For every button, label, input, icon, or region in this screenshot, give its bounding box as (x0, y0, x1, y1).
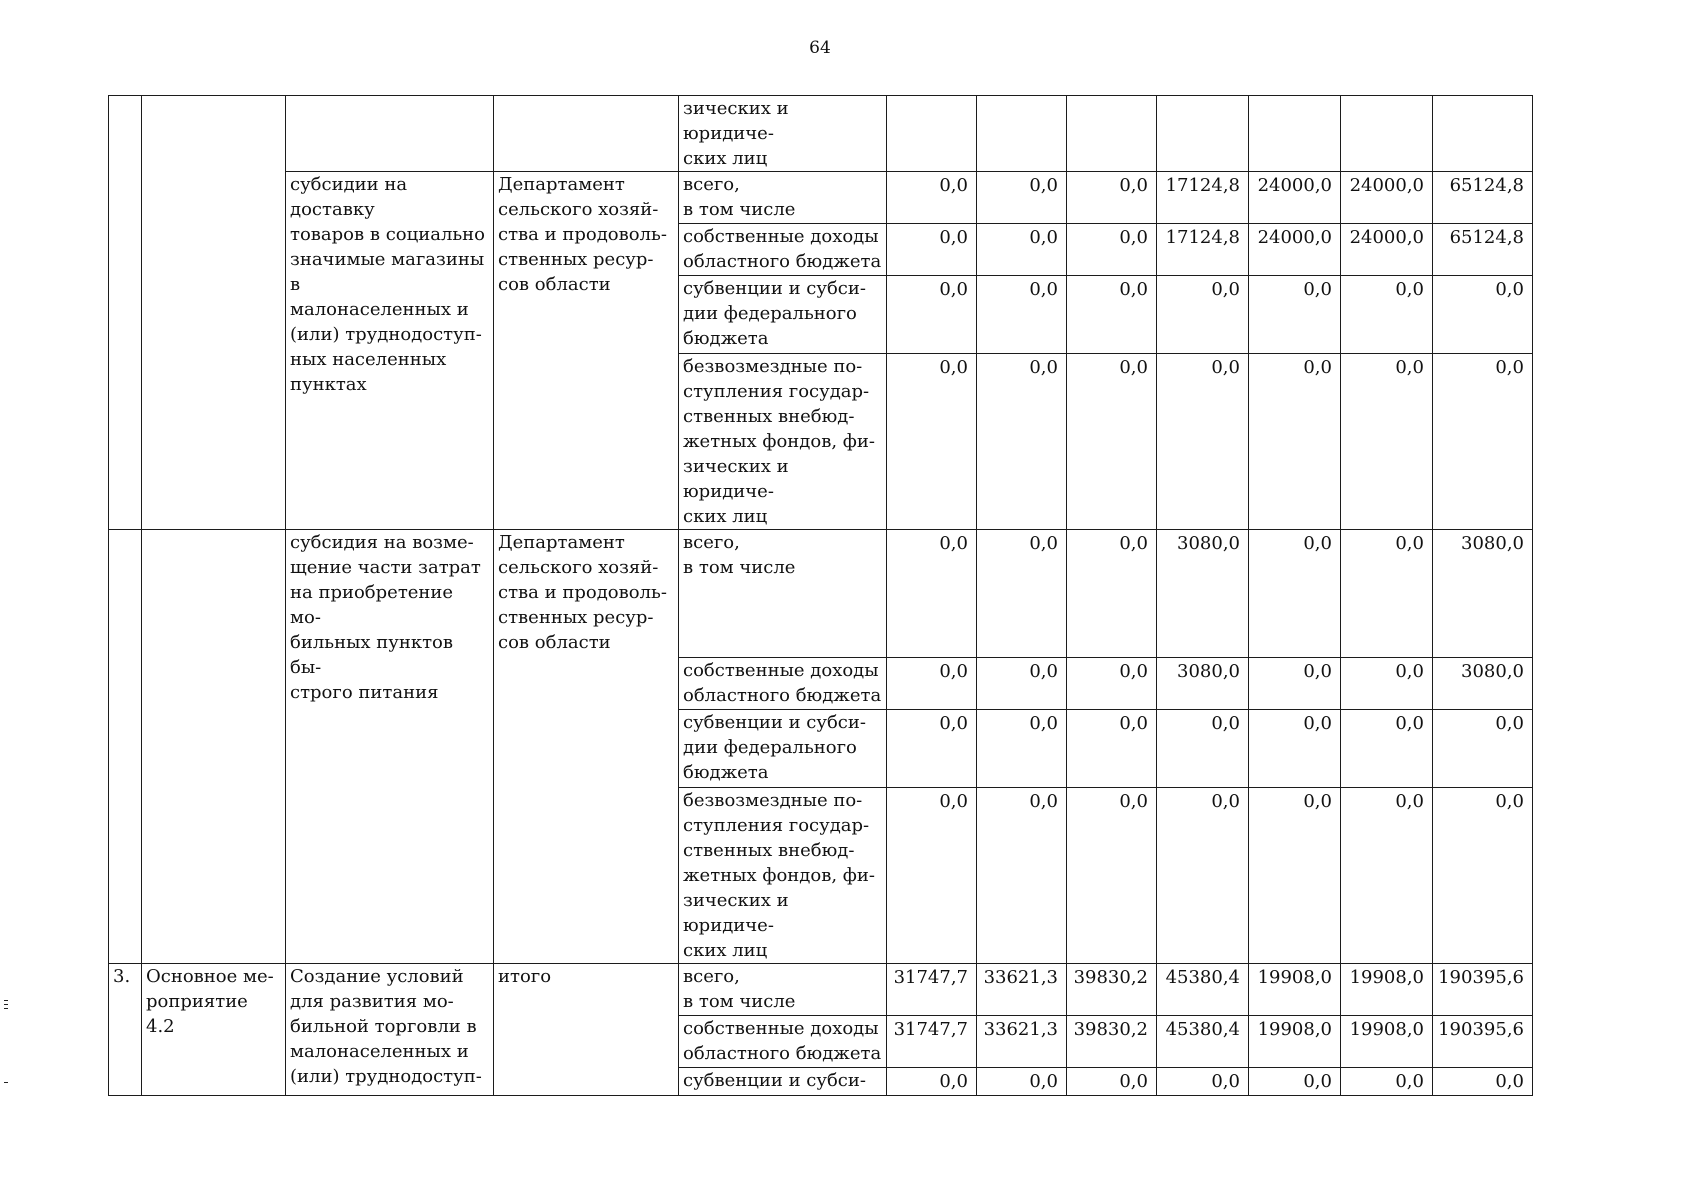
value-cell: 24000,0 (1249, 172, 1341, 224)
value-cell: 24000,0 (1341, 224, 1433, 276)
scan-mark (4, 1008, 8, 1009)
value-cell: 3080,0 (1157, 530, 1249, 658)
value-cell: 0,0 (1341, 276, 1433, 354)
value-cell: 17124,8 (1157, 172, 1249, 224)
funding-source-cell: собственные доходы областного бюджета (679, 658, 887, 710)
value-cell: 0,0 (1067, 276, 1157, 354)
funding-source-cell: зических и юридиче- ских лиц (679, 96, 887, 172)
value-cell: 0,0 (1157, 710, 1249, 788)
value-cell (1157, 96, 1249, 172)
value-cell: 0,0 (887, 172, 977, 224)
table-row (109, 172, 1533, 224)
value-cell: 31747,7 (887, 964, 977, 1016)
value-cell: 0,0 (887, 530, 977, 658)
value-cell: 45380,4 (1157, 964, 1249, 1016)
value-cell: 19908,0 (1341, 964, 1433, 1016)
value-cell: 0,0 (1249, 276, 1341, 354)
value-cell: 0,0 (1067, 530, 1157, 658)
value-cell: 0,0 (1249, 1068, 1341, 1096)
total-cell: 0,0 (1433, 788, 1533, 964)
value-cell: 0,0 (1249, 710, 1341, 788)
value-cell: 0,0 (1067, 224, 1157, 276)
value-cell: 0,0 (1341, 1068, 1433, 1096)
value-cell: 19908,0 (1249, 1016, 1341, 1068)
measure-name-cell: субсидии на доставку товаров в социально значимые магазины в малонаселенных и (или) труднодоступ- ных населенных пунктах (286, 172, 494, 530)
value-cell: 24000,0 (1341, 172, 1433, 224)
value-cell: 0,0 (1157, 788, 1249, 964)
value-cell: 0,0 (887, 788, 977, 964)
number-cell (109, 96, 142, 530)
page-number: 64 (809, 38, 831, 58)
value-cell: 0,0 (1341, 354, 1433, 530)
value-cell: 0,0 (977, 354, 1067, 530)
total-cell: 3080,0 (1433, 658, 1533, 710)
value-cell: 0,0 (977, 172, 1067, 224)
value-cell: 0,0 (1249, 530, 1341, 658)
value-cell: 0,0 (1249, 658, 1341, 710)
total-cell: 190395,6 (1433, 964, 1533, 1016)
total-cell: 0,0 (1433, 354, 1533, 530)
value-cell: 0,0 (1067, 658, 1157, 710)
value-cell: 0,0 (977, 1068, 1067, 1096)
executor-cell (494, 96, 679, 172)
funding-source-cell: собственные доходы областного бюджета (679, 224, 887, 276)
scan-mark (4, 1000, 8, 1001)
value-cell: 0,0 (1157, 1068, 1249, 1096)
funding-source-cell: всего, в том числе (679, 172, 887, 224)
executor-cell: Департамент сельского хозяй- ства и продоволь- ственных ресур- сов области (494, 530, 679, 964)
value-cell: 0,0 (977, 276, 1067, 354)
status-cell (142, 530, 286, 964)
value-cell: 0,0 (1341, 530, 1433, 658)
measure-name-cell: Создание условий для развития мо- бильной торговли в малонаселенных и (или) труднодоступ- (286, 964, 494, 1096)
value-cell: 0,0 (977, 658, 1067, 710)
funding-source-cell: субвенции и субси- (679, 1068, 887, 1096)
value-cell: 0,0 (1067, 788, 1157, 964)
value-cell: 0,0 (977, 710, 1067, 788)
value-cell: 0,0 (887, 1068, 977, 1096)
total-cell: 0,0 (1433, 1068, 1533, 1096)
funding-source-cell: всего, в том числе (679, 964, 887, 1016)
value-cell: 0,0 (1341, 710, 1433, 788)
value-cell (1067, 96, 1157, 172)
scan-mark (4, 1082, 8, 1083)
table-row (109, 530, 1533, 658)
value-cell: 0,0 (887, 710, 977, 788)
measure-name-cell: субсидия на возме- щение части затрат на приобретение мо- бильных пунктов бы- строго питания (286, 530, 494, 964)
value-cell: 39830,2 (1067, 1016, 1157, 1068)
value-cell: 0,0 (1067, 710, 1157, 788)
status-cell (142, 96, 286, 530)
value-cell: 19908,0 (1341, 1016, 1433, 1068)
value-cell: 0,0 (1157, 276, 1249, 354)
value-cell: 0,0 (1157, 354, 1249, 530)
value-cell: 0,0 (1341, 788, 1433, 964)
funding-source-cell: безвозмездные по- ступления государ- ственных внебюд- жетных фондов, фи- зических и юридиче- ских лиц (679, 354, 887, 530)
measure-name-cell (286, 96, 494, 172)
total-cell: 3080,0 (1433, 530, 1533, 658)
value-cell: 19908,0 (1249, 964, 1341, 1016)
value-cell: 0,0 (977, 224, 1067, 276)
value-cell (1341, 96, 1433, 172)
value-cell: 0,0 (977, 530, 1067, 658)
executor-cell: Департамент сельского хозяй- ства и продоволь- ственных ресур- сов области (494, 172, 679, 530)
budget-table (108, 95, 1533, 1096)
table-row (109, 96, 1533, 172)
table-row (109, 964, 1533, 1016)
value-cell: 39830,2 (1067, 964, 1157, 1016)
funding-source-cell: субвенции и субси- дии федерального бюджета (679, 276, 887, 354)
scan-mark (4, 1004, 8, 1005)
total-cell: 65124,8 (1433, 224, 1533, 276)
total-cell: 0,0 (1433, 710, 1533, 788)
value-cell: 0,0 (1067, 354, 1157, 530)
funding-source-cell: собственные доходы областного бюджета (679, 1016, 887, 1068)
funding-source-cell: всего, в том числе (679, 530, 887, 658)
value-cell: 3080,0 (1157, 658, 1249, 710)
number-cell: 3. (109, 964, 142, 1096)
funding-source-cell: субвенции и субси- дии федерального бюджета (679, 710, 887, 788)
value-cell: 0,0 (887, 658, 977, 710)
total-cell: 0,0 (1433, 276, 1533, 354)
value-cell: 33621,3 (977, 964, 1067, 1016)
value-cell: 0,0 (1067, 1068, 1157, 1096)
value-cell: 0,0 (1249, 788, 1341, 964)
value-cell: 17124,8 (1157, 224, 1249, 276)
status-cell: Основное ме- роприятие 4.2 (142, 964, 286, 1096)
value-cell (1249, 96, 1341, 172)
total-cell: 65124,8 (1433, 172, 1533, 224)
total-cell: 190395,6 (1433, 1016, 1533, 1068)
value-cell (887, 96, 977, 172)
value-cell (977, 96, 1067, 172)
value-cell: 33621,3 (977, 1016, 1067, 1068)
executor-cell: итого (494, 964, 679, 1096)
value-cell: 0,0 (1067, 172, 1157, 224)
value-cell: 0,0 (977, 788, 1067, 964)
value-cell: 0,0 (887, 276, 977, 354)
value-cell: 0,0 (1249, 354, 1341, 530)
number-cell (109, 530, 142, 964)
total-cell (1433, 96, 1533, 172)
value-cell: 0,0 (887, 224, 977, 276)
funding-source-cell: безвозмездные по- ступления государ- ственных внебюд- жетных фондов, фи- зических и юридиче- ских лиц (679, 788, 887, 964)
value-cell: 24000,0 (1249, 224, 1341, 276)
value-cell: 45380,4 (1157, 1016, 1249, 1068)
value-cell: 31747,7 (887, 1016, 977, 1068)
value-cell: 0,0 (887, 354, 977, 530)
value-cell: 0,0 (1341, 658, 1433, 710)
